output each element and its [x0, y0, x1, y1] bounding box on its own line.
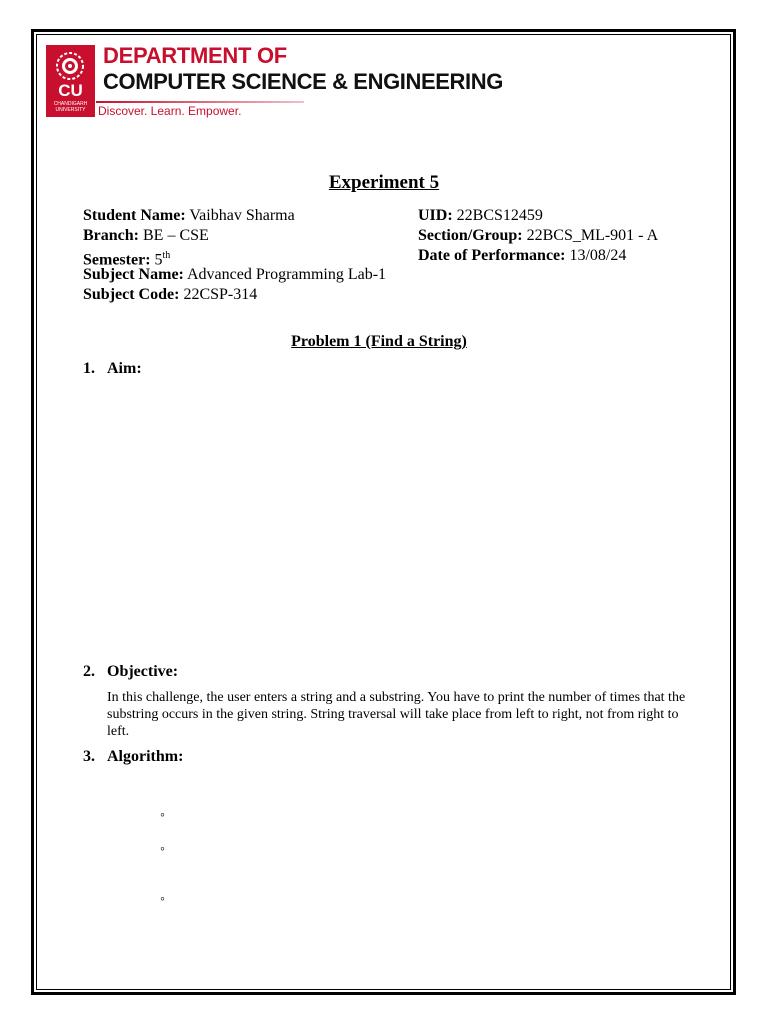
- semester-value: 5: [154, 251, 163, 269]
- section-label: Aim:: [107, 360, 142, 377]
- bullet-point: ◦: [160, 842, 165, 857]
- university-logo: [46, 45, 95, 117]
- semester-label: Semester:: [83, 251, 151, 269]
- department-title-line1: DEPARTMENT OF: [103, 43, 287, 68]
- emblem-icon: [53, 49, 87, 83]
- subject-code-value: 22CSP-314: [183, 286, 258, 303]
- student-name-label: Student Name:: [83, 207, 186, 224]
- date-of-performance-row: [418, 246, 626, 266]
- dop-value: 13/08/24: [569, 247, 627, 264]
- subject-code-row: [83, 285, 257, 305]
- dop-label: Date of Performance:: [418, 247, 566, 264]
- section-heading-algorithm: [83, 748, 183, 766]
- header-divider: [96, 101, 304, 103]
- branch-row: [83, 226, 209, 246]
- subject-name-row: [83, 265, 386, 285]
- section-number: 3.: [83, 748, 95, 765]
- section-label: Section/Group:: [418, 227, 523, 244]
- subject-name-value: Advanced Programming Lab-1: [187, 266, 387, 283]
- uid-row: [418, 206, 543, 226]
- section-label: Objective:: [107, 663, 179, 680]
- subject-code-label: Subject Code:: [83, 286, 180, 303]
- student-name-value: Vaibhav Sharma: [189, 207, 295, 224]
- section-number: 1.: [83, 360, 95, 377]
- uid-label: UID:: [418, 207, 453, 224]
- department-title-line2: COMPUTER SCIENCE & ENGINEERING: [103, 69, 503, 94]
- branch-value: BE – CSE: [143, 227, 209, 244]
- student-name-row: [83, 206, 295, 226]
- section-value: 22BCS_ML-901 - A: [526, 227, 659, 244]
- section-heading-aim: [83, 360, 142, 378]
- objective-paragraph: In this challenge, the user enters a string and a substring. You have to print the number of times that the substring occurs in the given string. String traversal will take place from left to right, not from right to left.: [107, 690, 686, 739]
- subject-name-label: Subject Name:: [83, 266, 184, 283]
- bullet-point: ◦: [160, 892, 165, 907]
- logo-university-name: CHANDIGARH UNIVERSITY: [53, 101, 88, 113]
- section-row: [418, 226, 658, 246]
- problem-title: Problem 1 (Find a String): [291, 333, 467, 350]
- section-label: Algorithm:: [107, 748, 184, 765]
- section-heading-objective: [83, 663, 178, 681]
- tagline: Discover. Learn. Empower.: [98, 104, 242, 118]
- semester-suffix: th: [162, 250, 171, 261]
- bullet-point: ◦: [160, 808, 165, 823]
- branch-label: Branch:: [83, 227, 139, 244]
- experiment-title: Experiment 5: [328, 172, 440, 193]
- uid-value: 22BCS12459: [456, 207, 543, 224]
- section-number: 2.: [83, 663, 95, 680]
- logo-letters: CU: [58, 81, 83, 100]
